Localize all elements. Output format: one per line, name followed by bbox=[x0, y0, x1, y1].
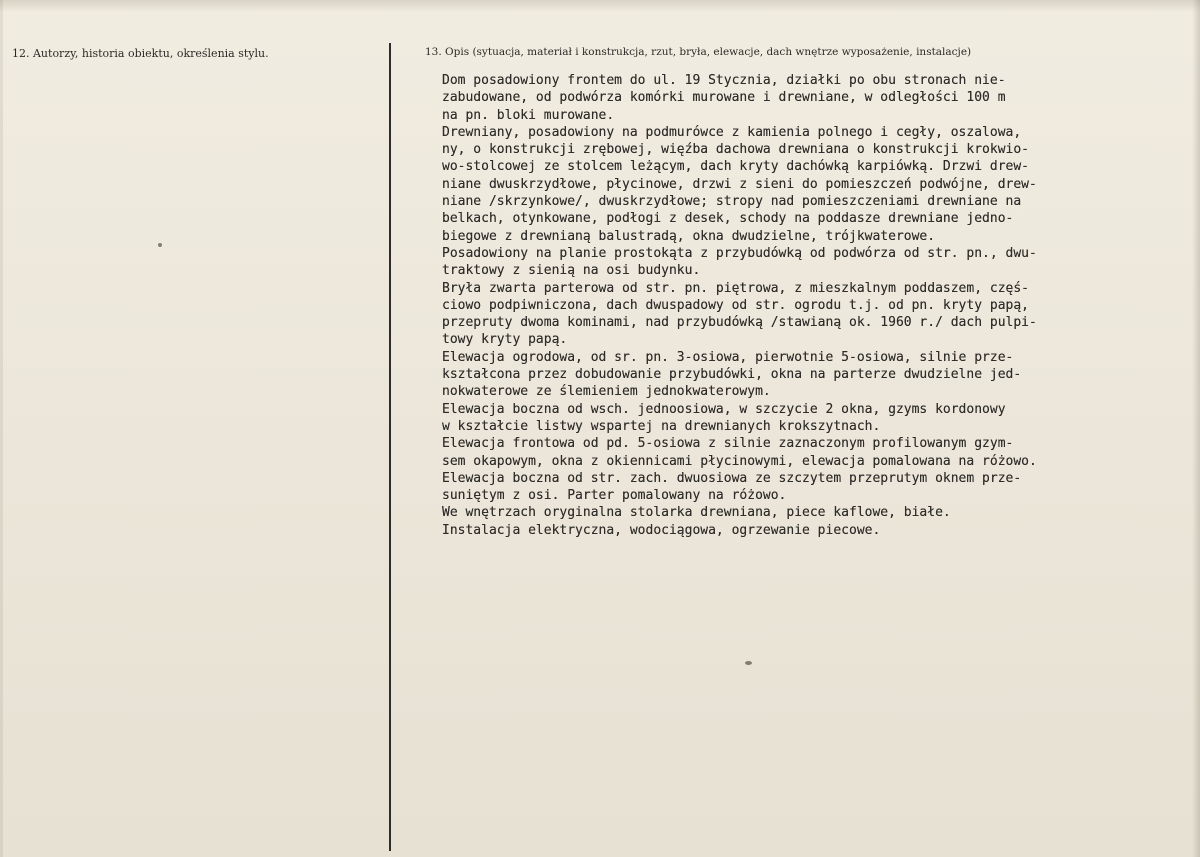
description-line: Posadowiony na planie prostokąta z przybudówką od podwórza od str. pn., dwu- bbox=[442, 245, 1037, 261]
description-line: Drewniany, posadowiony na podmurówce z kamienia polnego i cegły, oszalowa, bbox=[442, 124, 1022, 140]
paper-right-edge bbox=[1192, 0, 1200, 857]
description-line: przepruty dwoma kominami, nad przybudówką /stawianą ok. 1960 r./ dach pulpi- bbox=[442, 315, 1037, 331]
description-line: towy kryty papą. bbox=[442, 332, 568, 348]
paper-speck bbox=[158, 243, 162, 247]
paper-left-edge bbox=[0, 0, 3, 857]
description-line: wo-stolcowej ze stolcem leżącym, dach kryty dachówką karpiówką. Drzwi drew- bbox=[442, 159, 1029, 175]
description-line: biegowe z drewnianą balustradą, okna dwudzielne, trójkwaterowe. bbox=[442, 228, 936, 244]
description-line: niane /skrzynkowe/, dwuskrzydłowe; stropy nad pomieszczeniami drewniane na bbox=[442, 194, 1022, 210]
column-divider bbox=[389, 43, 391, 851]
description-line: We wnętrzach oryginalna stolarka drewniana, piece kaflowe, białe. bbox=[442, 505, 951, 521]
description-line: w kształcie listwy wspartej na drewnianych krokszytnach. bbox=[442, 418, 881, 434]
description-line: suniętym z osi. Parter pomalowany na różowo. bbox=[442, 488, 787, 504]
description-line: Instalacja elektryczna, wodociągowa, ogrzewanie piecowe. bbox=[442, 522, 881, 538]
description-heading: 13. Opis (sytuacja, materiał i konstrukcja, rzut, bryła, elewacje, dach wnętrze wyposażenie, instalacje) bbox=[425, 46, 972, 58]
description-line: ciowo podpiwniczona, dach dwuspadowy od str. ogrodu t.j. od pn. kryty papą, bbox=[442, 297, 1029, 313]
description-line: sem okapowym, okna z okiennicami płycinowymi, elewacja pomalowana na różowo. bbox=[442, 453, 1037, 469]
description-line: Bryła zwarta parterowa od str. pn. piętrowa, z mieszkalnym poddaszem, częś- bbox=[442, 280, 1029, 296]
typed-description bbox=[442, 72, 1192, 539]
description-line: na pn. bloki murowane. bbox=[442, 107, 615, 123]
description-line: niane dwuskrzydłowe, płycinowe, drzwi z sieni do pomieszczeń podwójne, drew- bbox=[442, 176, 1037, 192]
description-line: traktowy z sienią na osi budynku. bbox=[442, 263, 701, 279]
description-line: Elewacja frontowa od pd. 5-osiowa z silnie zaznaczonym profilowanym gzym- bbox=[442, 436, 1014, 452]
description-line: Elewacja boczna od str. zach. dwuosiowa ze szczytem przeprutym oknem prze- bbox=[442, 470, 1022, 486]
paper-speck bbox=[745, 661, 752, 665]
paper-top-shadow bbox=[0, 0, 1200, 12]
description-line: zabudowane, od podwórza komórki murowane i drewniane, w odległości 100 m bbox=[442, 90, 1006, 106]
description-line: Elewacja boczna od wsch. jednoosiowa, w szczycie 2 okna, gzyms kordonowy bbox=[442, 401, 1006, 417]
authors-history-style-heading: 12. Autorzy, historia obiektu, określenia stylu. bbox=[12, 47, 269, 60]
description-line: Dom posadowiony frontem do ul. 19 Stycznia, działki po obu stronach nie- bbox=[442, 73, 1006, 88]
description-line: Elewacja ogrodowa, od sr. pn. 3-osiowa, pierwotnie 5-osiowa, silnie prze- bbox=[442, 349, 1014, 365]
description-line: kształcona przez dobudowanie przybudówki, okna na parterze dwudzielne jed- bbox=[442, 367, 1022, 383]
description-line: ny, o konstrukcji zrębowej, więźba dachowa drewniana o konstrukcji krokwio- bbox=[442, 142, 1029, 158]
description-line: nokwaterowe ze ślemieniem jednokwaterowym. bbox=[442, 384, 771, 400]
description-line: belkach, otynkowane, podłogi z desek, schody na poddasze drewniane jedno- bbox=[442, 211, 1014, 227]
